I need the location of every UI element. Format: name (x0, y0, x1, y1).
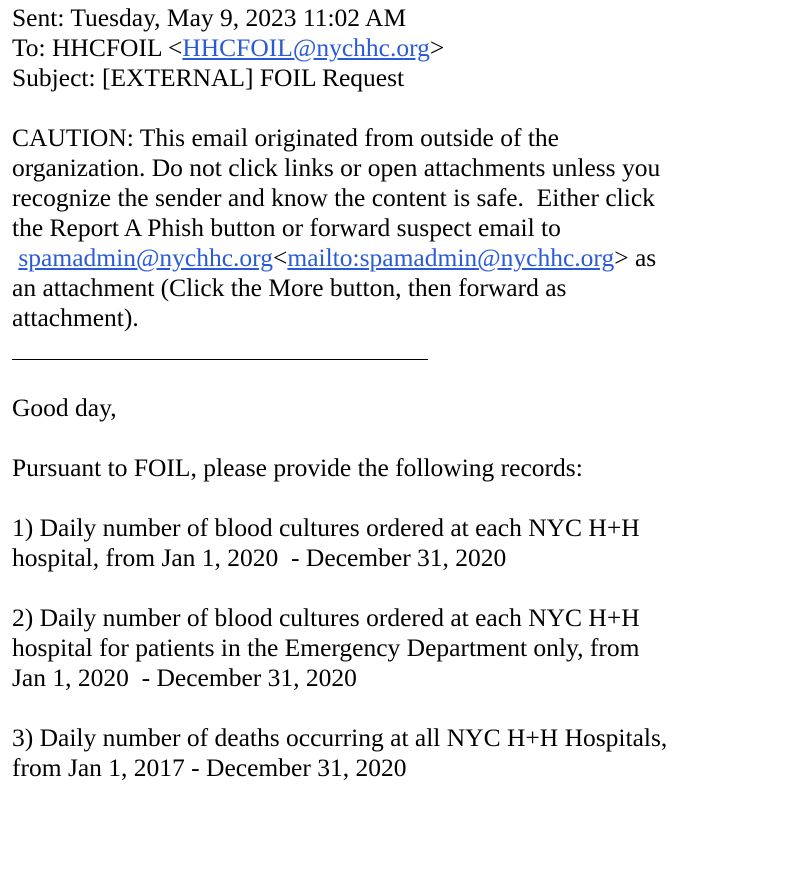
request-line: 1) Daily number of blood cultures ordered at each NYC H+H (12, 513, 640, 542)
caution-line: the Report A Phish button or forward suspect email to (12, 213, 561, 242)
to-email-link[interactable]: HHCFOIL@nychhc.org (182, 33, 430, 62)
spacer (12, 483, 782, 513)
caution-line: CAUTION: This email originated from outside of the (12, 123, 559, 152)
caution-line: an attachment (Click the More button, then forward as (12, 273, 567, 302)
sent-label: Sent: (12, 3, 65, 32)
spacer (12, 93, 782, 123)
greeting: Good day, (12, 393, 117, 422)
request-line: 2) Daily number of blood cultures ordered at each NYC H+H (12, 603, 640, 632)
spacer (12, 363, 782, 393)
spacer (12, 573, 782, 603)
spacer (12, 423, 782, 453)
to-line: To: HHCFOIL <HHCFOIL@nychhc.org> (12, 33, 445, 62)
sent-line (12, 3, 782, 33)
caution-line: recognize the sender and know the content is safe. Either click (12, 183, 655, 212)
caution-after-link: as (628, 243, 657, 272)
request-line: hospital, from Jan 1, 2020 - December 31, 2020 (12, 543, 507, 572)
separator-rule (12, 359, 428, 360)
to-name: HHCFOIL (52, 33, 162, 62)
request-item-3 (12, 723, 782, 783)
subject-line (12, 63, 782, 93)
request-item-1 (12, 513, 782, 573)
caution-notice (12, 123, 782, 333)
email-document (12, 3, 782, 783)
request-line: from Jan 1, 2017 - December 31, 2020 (12, 753, 407, 782)
sent-value: Tuesday, May 9, 2023 11:02 AM (70, 3, 407, 32)
to-label: To: (12, 33, 46, 62)
request-line: hospital for patients in the Emergency Department only, from (12, 633, 640, 662)
intro-line: Pursuant to FOIL, please provide the following records: (12, 453, 583, 482)
request-item-2 (12, 603, 782, 693)
request-line: 3) Daily number of deaths occurring at all NYC H+H Hospitals, (12, 723, 668, 752)
spacer (12, 693, 782, 723)
caution-link-line: spamadmin@nychhc.org<mailto:spamadmin@nychhc.org> as (18, 243, 657, 272)
subject-value: [EXTERNAL] FOIL Request (101, 63, 405, 92)
caution-line: organization. Do not click links or open attachments unless you (12, 153, 661, 182)
spamadmin-mailto-link[interactable]: mailto:spamadmin@nychhc.org (287, 243, 615, 272)
caution-line: attachment). (12, 303, 139, 332)
spamadmin-link[interactable]: spamadmin@nychhc.org (18, 243, 273, 272)
subject-label: Subject: (12, 63, 96, 92)
request-line: Jan 1, 2020 - December 31, 2020 (12, 663, 357, 692)
